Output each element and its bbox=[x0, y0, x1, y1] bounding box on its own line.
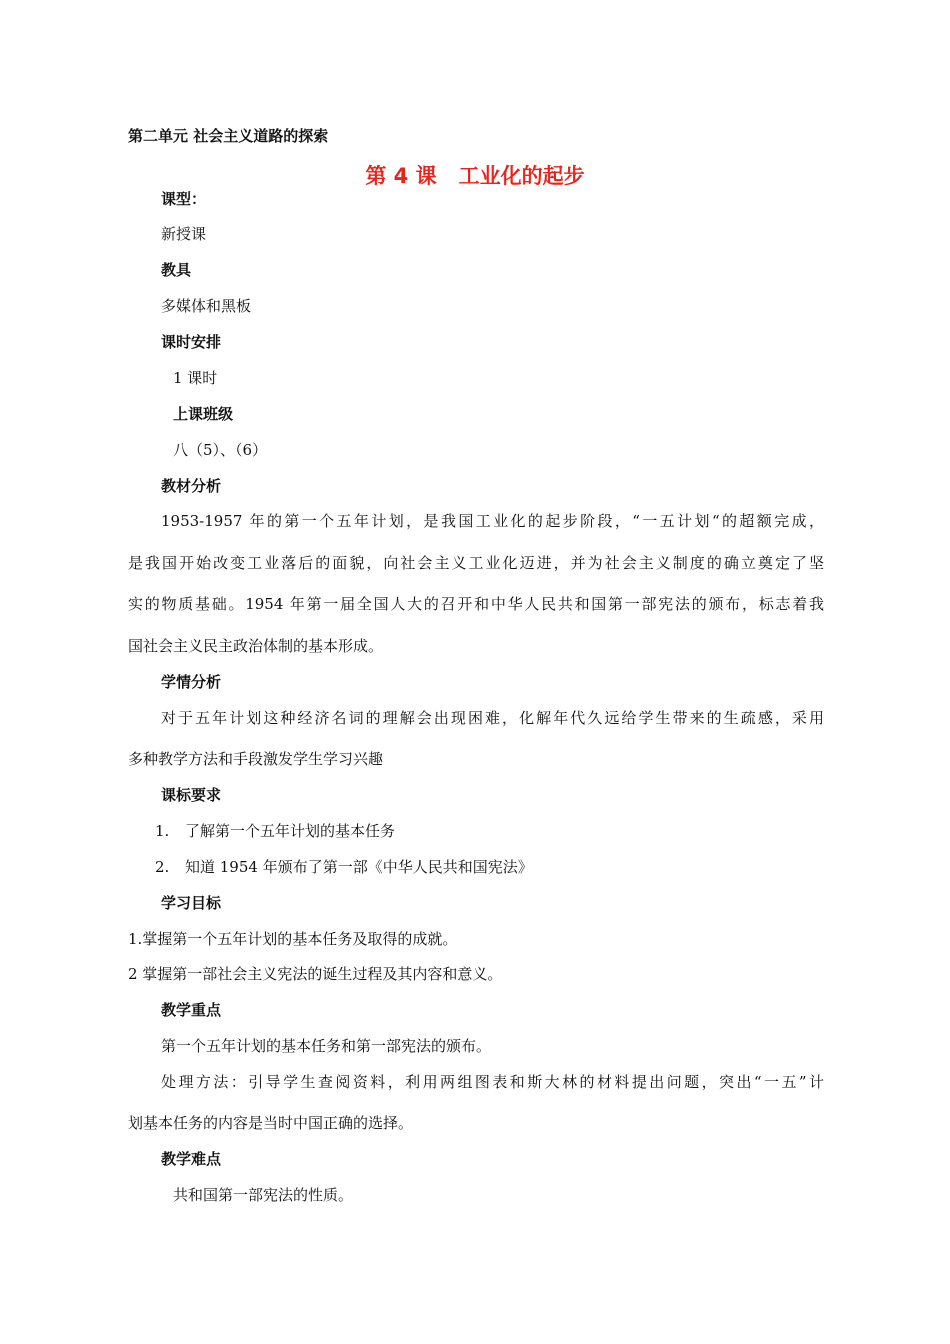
unit-heading: 第二单元 社会主义道路的探索 bbox=[128, 127, 329, 145]
key-text: 第一个五年计划的基本任务和第一部宪法的颁布。 bbox=[161, 1037, 492, 1055]
goal-item: 2 掌握第一部社会主义宪法的诞生过程及其内容和意义。 bbox=[128, 965, 503, 983]
method-line: 划基本任务的内容是当时中国正确的选择。 bbox=[128, 1114, 414, 1132]
type-label: 课型： bbox=[161, 190, 207, 208]
lesson-number: 第 4 课 bbox=[365, 164, 437, 188]
standard-item-text: 知道 1954 年颁布了第一部《中华人民共和国宪法》 bbox=[185, 858, 533, 876]
class-value: 八（5）、（6） bbox=[173, 441, 268, 459]
goal-item: 1.掌握第一个五年计划的基本任务及取得的成就。 bbox=[128, 930, 458, 948]
difficulty-label: 教学难点 bbox=[161, 1150, 222, 1168]
goal-label: 学习目标 bbox=[161, 894, 222, 912]
material-line: 1953-1957 年的第一个五年计划，是我国工业化的起步阶段，“一五计划“的超额完成， bbox=[161, 512, 824, 530]
lesson-title bbox=[0, 160, 950, 190]
student-line: 对于五年计划这种经济名词的理解会出现困难，化解年代久远给学生带来的生疏感，采用 bbox=[161, 709, 824, 727]
hours-value: 1 课时 bbox=[173, 369, 218, 387]
difficulty-text: 共和国第一部宪法的性质。 bbox=[173, 1186, 354, 1204]
standard-label: 课标要求 bbox=[161, 786, 222, 804]
material-line: 国社会主义民主政治体制的基本形成。 bbox=[128, 637, 384, 655]
material-line: 是我国开始改变工业落后的面貌，向社会主义工业化迈进，并为社会主义制度的确立奠定了坚 bbox=[128, 554, 824, 572]
standard-item-num: 1. bbox=[155, 822, 170, 840]
lesson-name: 工业化的起步 bbox=[458, 164, 585, 188]
student-line: 多种教学方法和手段激发学生学习兴趣 bbox=[128, 750, 384, 768]
type-value: 新授课 bbox=[161, 225, 207, 243]
hours-label: 课时安排 bbox=[161, 333, 222, 351]
material-label: 教材分析 bbox=[161, 477, 222, 495]
key-label: 教学重点 bbox=[161, 1001, 222, 1019]
student-label: 学情分析 bbox=[161, 673, 222, 691]
method-line: 处理方法：引导学生查阅资料，利用两组图表和斯大林的材料提出问题，突出“一五”计 bbox=[161, 1073, 824, 1091]
class-label: 上课班级 bbox=[173, 405, 234, 423]
standard-item-num: 2. bbox=[155, 858, 170, 876]
standard-item-text: 了解第一个五年计划的基本任务 bbox=[185, 822, 396, 840]
material-line: 实的物质基础。1954 年第一届全国人大的召开和中华人民共和国第一部宪法的颁布，标志着我 bbox=[128, 595, 824, 613]
tools-label: 教具 bbox=[161, 261, 192, 279]
tools-value: 多媒体和黑板 bbox=[161, 297, 252, 315]
